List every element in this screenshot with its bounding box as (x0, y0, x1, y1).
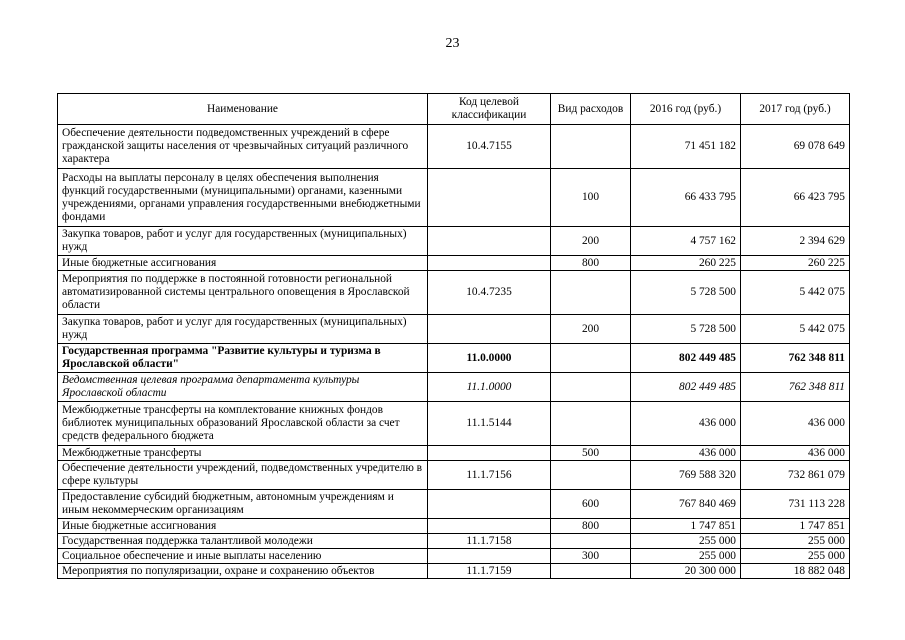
table-row (58, 256, 850, 271)
row-2016-cell: 769 588 320 (631, 461, 741, 490)
row-code-cell (428, 490, 551, 519)
table-row (58, 169, 850, 227)
table-row (58, 564, 850, 579)
row-kind-cell: 500 (551, 446, 631, 461)
row-name-cell: Иные бюджетные ассигнования (58, 519, 428, 534)
table-row (58, 490, 850, 519)
row-code-cell (428, 169, 551, 227)
row-2017-cell: 66 423 795 (741, 169, 850, 227)
page-number: 23 (445, 36, 460, 51)
row-kind-cell: 100 (551, 169, 631, 227)
row-2017-cell: 18 882 048 (741, 564, 850, 579)
header-2017: 2017 год (руб.) (741, 94, 850, 125)
row-2016-cell: 1 747 851 (631, 519, 741, 534)
row-2017-cell: 1 747 851 (741, 519, 850, 534)
row-2017-cell: 255 000 (741, 549, 850, 564)
row-code-cell: 11.1.7159 (428, 564, 551, 579)
row-code-cell (428, 256, 551, 271)
row-code-cell (428, 549, 551, 564)
row-name-cell: Социальное обеспечение и иные выплаты населению (58, 549, 428, 564)
header-kind: Вид расходов (551, 94, 631, 125)
row-name-cell: Мероприятия по поддержке в постоянной готовности региональной автоматизированной системы центрального оповещения в Ярославской области (58, 271, 428, 315)
row-kind-cell: 800 (551, 519, 631, 534)
row-2017-cell: 762 348 811 (741, 373, 850, 402)
row-2016-cell: 255 000 (631, 549, 741, 564)
row-code-cell: 10.4.7155 (428, 125, 551, 169)
row-kind-cell (551, 271, 631, 315)
table-row (58, 402, 850, 446)
row-kind-cell (551, 125, 631, 169)
row-2017-cell: 762 348 811 (741, 344, 850, 373)
row-kind-cell: 800 (551, 256, 631, 271)
row-2016-cell: 436 000 (631, 402, 741, 446)
row-name-cell: Межбюджетные трансферты (58, 446, 428, 461)
row-2016-cell: 66 433 795 (631, 169, 741, 227)
row-kind-cell (551, 461, 631, 490)
row-name-cell: Закупка товаров, работ и услуг для государственных (муниципальных) нужд (58, 227, 428, 256)
row-2016-cell: 802 449 485 (631, 373, 741, 402)
header-code: Код целевой классификации (428, 94, 551, 125)
row-2017-cell: 255 000 (741, 534, 850, 549)
row-2017-cell: 260 225 (741, 256, 850, 271)
table-row (58, 549, 850, 564)
table-row (58, 461, 850, 490)
row-2016-cell: 20 300 000 (631, 564, 741, 579)
row-2016-cell: 436 000 (631, 446, 741, 461)
row-name-cell: Мероприятия по популяризации, охране и сохранению объектов (58, 564, 428, 579)
row-2016-cell: 767 840 469 (631, 490, 741, 519)
row-2016-cell: 4 757 162 (631, 227, 741, 256)
table-row (58, 271, 850, 315)
row-name-cell: Государственная программа "Развитие культуры и туризма в Ярославской области" (58, 344, 428, 373)
row-2016-cell: 5 728 500 (631, 315, 741, 344)
row-kind-cell: 200 (551, 227, 631, 256)
row-code-cell (428, 315, 551, 344)
table-row (58, 227, 850, 256)
header-2016: 2016 год (руб.) (631, 94, 741, 125)
row-2016-cell: 71 451 182 (631, 125, 741, 169)
table-row (58, 373, 850, 402)
row-kind-cell (551, 344, 631, 373)
row-2017-cell: 436 000 (741, 446, 850, 461)
row-name-cell: Обеспечение деятельности подведомственных учреждений в сфере гражданской защиты населения от чрезвычайных ситуаций различного характера (58, 125, 428, 169)
row-name-cell: Ведомственная целевая программа департамента культуры Ярославской области (58, 373, 428, 402)
row-2017-cell: 436 000 (741, 402, 850, 446)
row-2016-cell: 802 449 485 (631, 344, 741, 373)
row-code-cell: 11.1.5144 (428, 402, 551, 446)
row-code-cell: 10.4.7235 (428, 271, 551, 315)
table-row (58, 315, 850, 344)
row-2017-cell: 2 394 629 (741, 227, 850, 256)
table-row (58, 344, 850, 373)
row-code-cell: 11.1.7158 (428, 534, 551, 549)
row-2017-cell: 5 442 075 (741, 315, 850, 344)
row-kind-cell (551, 373, 631, 402)
row-2016-cell: 260 225 (631, 256, 741, 271)
row-code-cell: 11.1.7156 (428, 461, 551, 490)
row-code-cell (428, 446, 551, 461)
row-name-cell: Государственная поддержка талантливой молодежи (58, 534, 428, 549)
row-name-cell: Межбюджетные трансферты на комплектование книжных фондов библиотек муниципальных образований Ярославской области за счет средств федерального бюджета (58, 402, 428, 446)
row-kind-cell: 200 (551, 315, 631, 344)
row-2017-cell: 5 442 075 (741, 271, 850, 315)
row-kind-cell (551, 402, 631, 446)
row-name-cell: Предоставление субсидий бюджетным, автономным учреждениям и иным некоммерческим организациям (58, 490, 428, 519)
table-header-row (58, 94, 850, 125)
row-code-cell (428, 519, 551, 534)
table-row (58, 519, 850, 534)
row-kind-cell (551, 534, 631, 549)
row-2016-cell: 5 728 500 (631, 271, 741, 315)
budget-table (57, 93, 850, 579)
row-kind-cell (551, 564, 631, 579)
row-name-cell: Расходы на выплаты персоналу в целях обеспечения выполнения функций государственными (муниципальными) органами, казенными учреждениями, органами управления государственными внебюджетными фондами (58, 169, 428, 227)
row-name-cell: Закупка товаров, работ и услуг для государственных (муниципальных) нужд (58, 315, 428, 344)
row-kind-cell: 600 (551, 490, 631, 519)
row-2017-cell: 69 078 649 (741, 125, 850, 169)
row-code-cell: 11.0.0000 (428, 344, 551, 373)
row-name-cell: Иные бюджетные ассигнования (58, 256, 428, 271)
table-row (58, 534, 850, 549)
row-2016-cell: 255 000 (631, 534, 741, 549)
row-name-cell: Обеспечение деятельности учреждений, подведомственных учредителю в сфере культуры (58, 461, 428, 490)
header-name: Наименование (58, 94, 428, 125)
table-row (58, 446, 850, 461)
table-row (58, 125, 850, 169)
row-2017-cell: 731 113 228 (741, 490, 850, 519)
row-code-cell: 11.1.0000 (428, 373, 551, 402)
row-code-cell (428, 227, 551, 256)
row-kind-cell: 300 (551, 549, 631, 564)
row-2017-cell: 732 861 079 (741, 461, 850, 490)
